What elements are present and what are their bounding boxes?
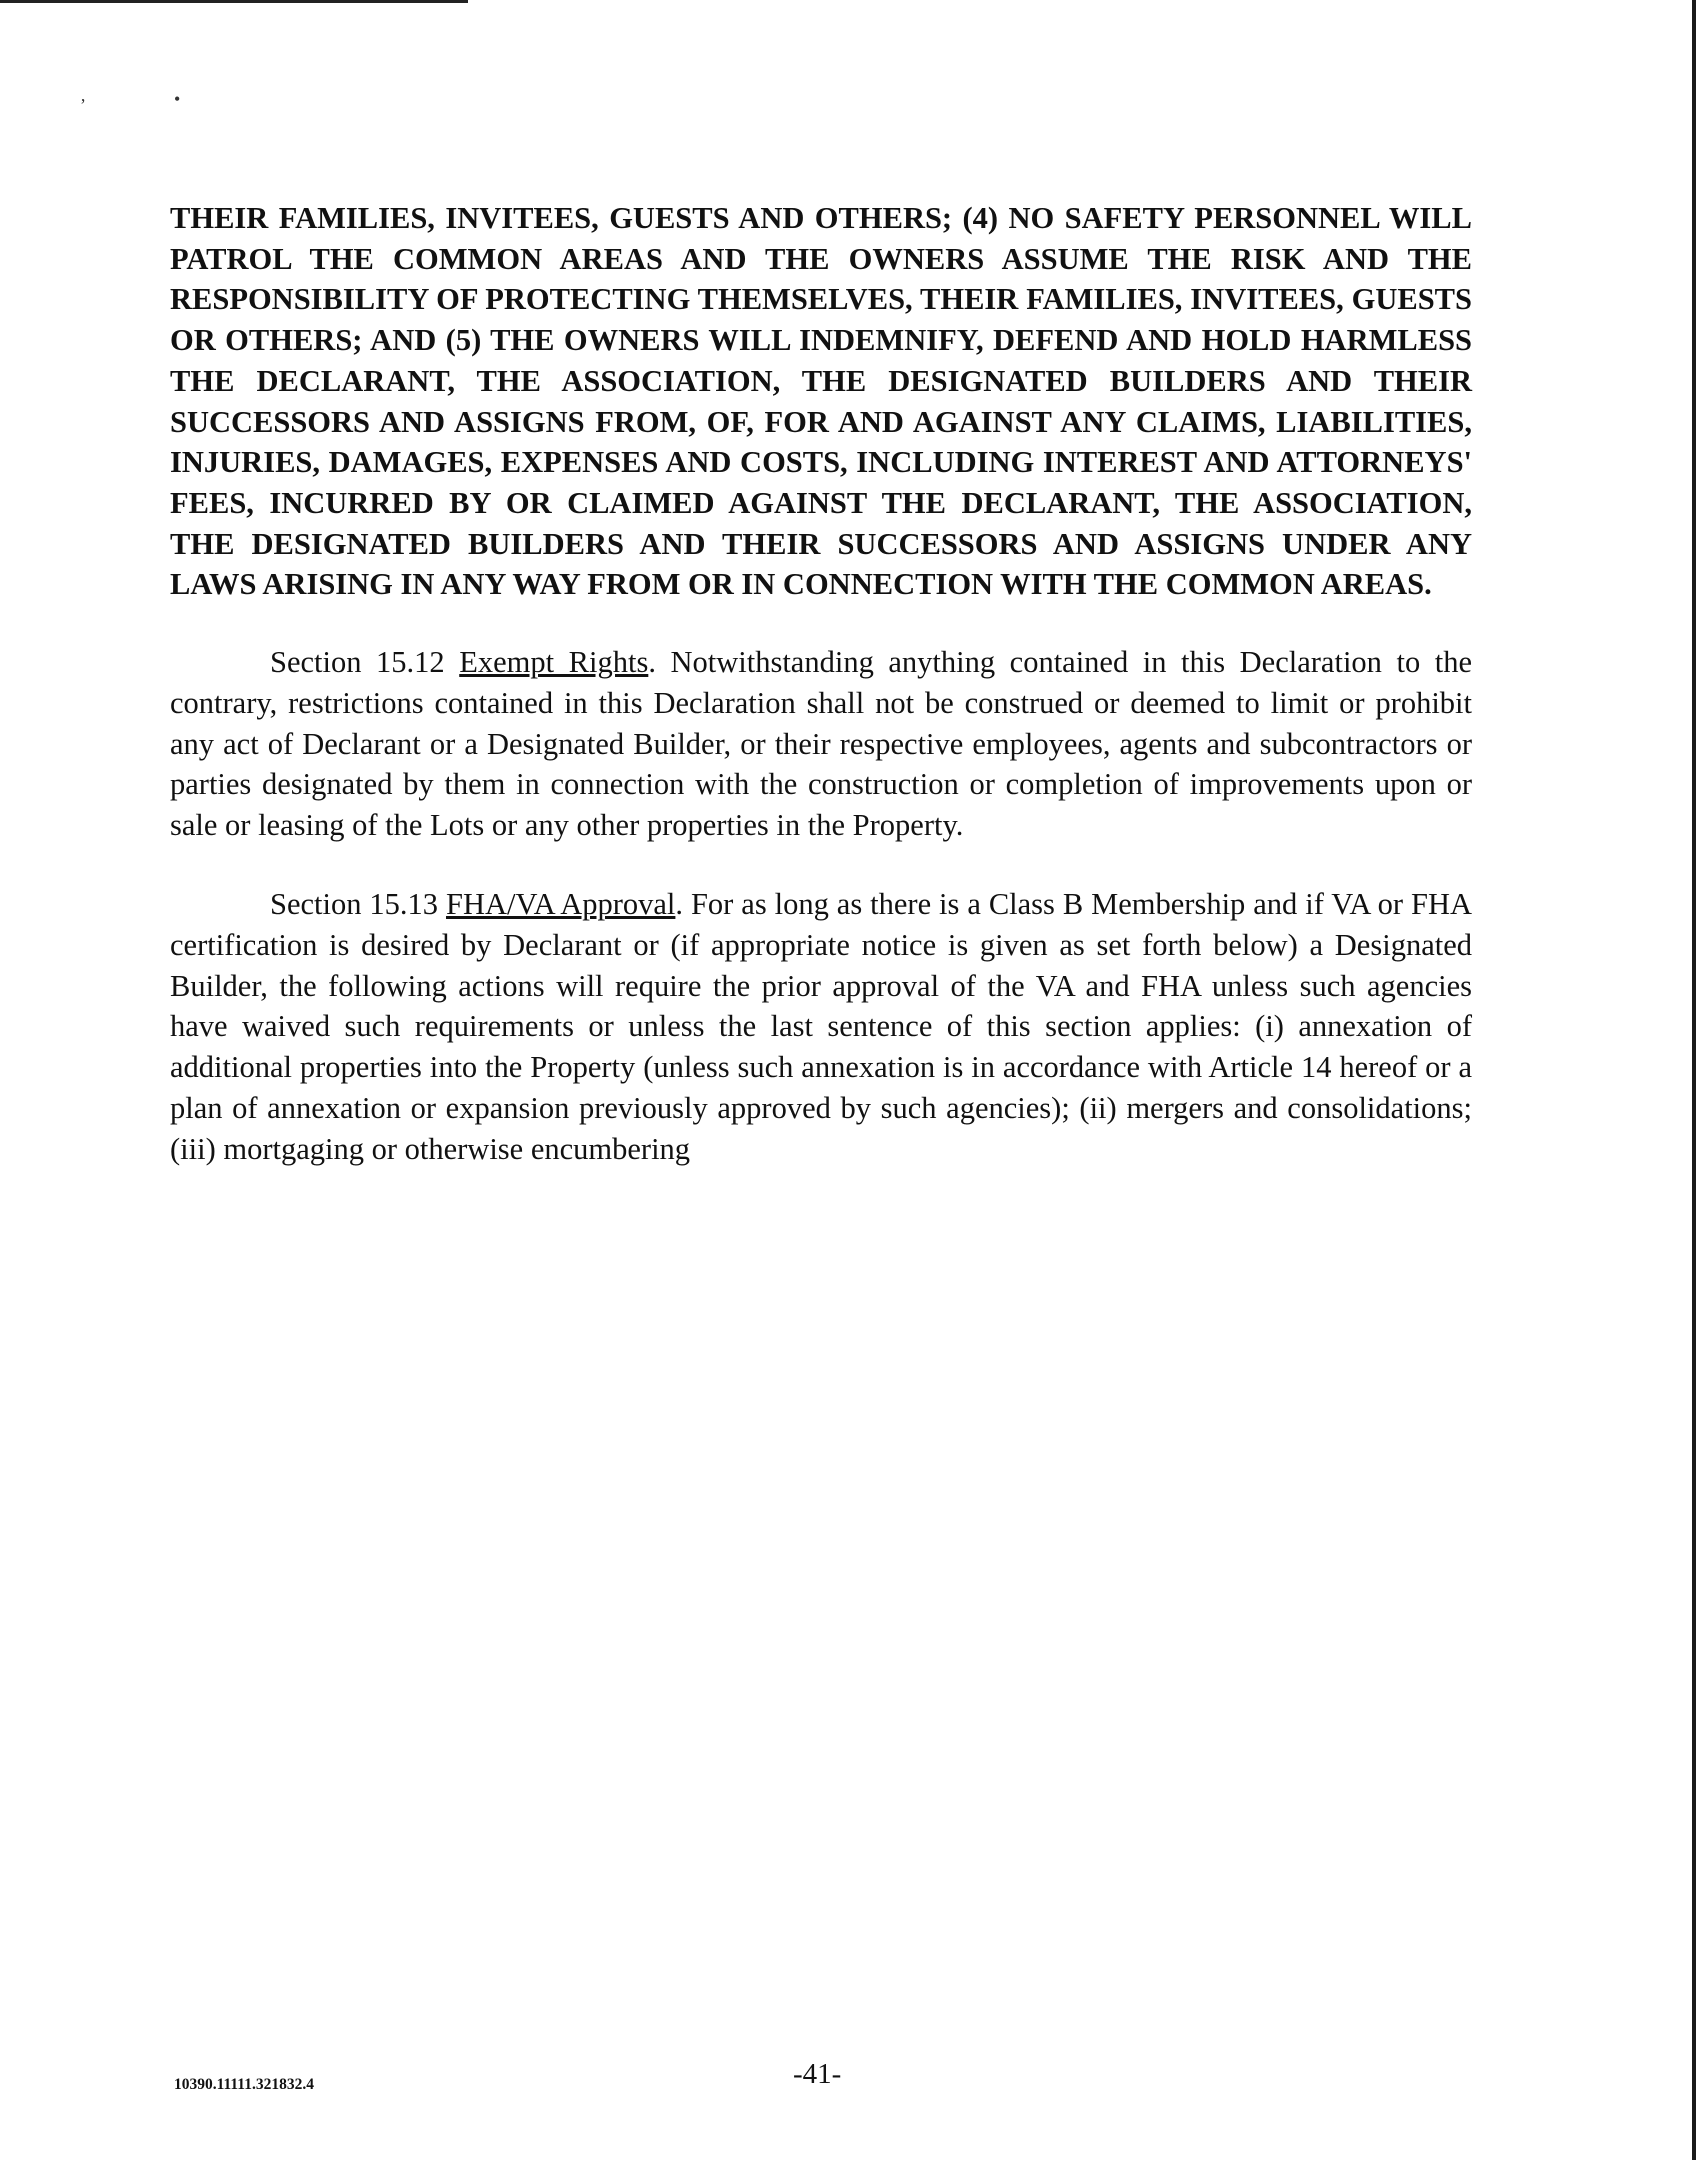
scan-right-edge-line <box>1692 0 1696 2160</box>
section-number: Section 15.12 <box>270 645 445 680</box>
scan-speck-mark: ‚ <box>80 85 86 105</box>
document-page-body <box>170 198 1472 1170</box>
capitalized-disclaimer-paragraph: THEIR FAMILIES, INVITEES, GUESTS AND OTHERS; (4) NO SAFETY PERSONNEL WILL PATROL THE COMMON AREAS AND THE OWNERS ASSUME THE RISK AND THE RESPONSIBILITY OF PROTECTING THEMSELVES, THEIR FAMILIES, INVITEES, GUESTS OR OTHERS; AND (5) THE OWNERS WILL INDEMNIFY, DEFEND AND HOLD HARMLESS THE DECLARANT, THE ASSOCIATION, THE DESIGNATED BUILDERS AND THEIR SUCCESSORS AND ASSIGNS FROM, OF, FOR AND AGAINST ANY CLAIMS, LIABILITIES, INJURIES, DAMAGES, EXPENSES AND COSTS, INCLUDING INTEREST AND ATTORNEYS' FEES, INCURRED BY OR CLAIMED AGAINST THE DECLARANT, THE ASSOCIATION, THE DESIGNATED BUILDERS AND THEIR SUCCESSORS AND ASSIGNS UNDER ANY LAWS ARISING IN ANY WAY FROM OR IN CONNECTION WITH THE COMMON AREAS. <box>170 201 1472 602</box>
scan-top-edge-line <box>0 0 468 3</box>
section-body-text: . Notwithstanding anything contained in this Declaration to the contrary, restrictions contained in this Declaration shall not be construed or deemed to limit or prohibit any act of Declarant or a Designated Builder, or their respective employees, agents and subcontractors or parties designated by them in connection with the construction or completion of improvements upon or sale or leasing of the Lots or any other properties in the Property. <box>170 645 1472 843</box>
scan-speck-mark: • <box>174 89 181 109</box>
section-15-13-paragraph <box>170 884 1472 1170</box>
section-title-fha-va-approval: FHA/VA Approval <box>446 887 676 922</box>
section-number: Section 15.13 <box>270 887 439 922</box>
page-number: -41- <box>793 2058 842 2090</box>
section-title-exempt-rights: Exempt Rights <box>459 645 649 680</box>
section-15-12-paragraph <box>170 642 1472 846</box>
section-body-text: . For as long as there is a Class B Membership and if VA or FHA certification is desired by Declarant or (if appropriate notice is given as set forth below) a Designated Builder, the following actions will require the prior approval of the VA and FHA unless such agencies have waived such requirements or unless the last sentence of this section applies: (i) annexation of additional properties into the Property (unless such annexation is in accordance with Article 14 hereof or a plan of annexation or expansion previously approved by such agencies); (ii) mergers and consolidations; (iii) mortgaging or otherwise encumbering <box>170 887 1472 1166</box>
footer-document-id: 10390.11111.321832.4 <box>174 2076 314 2093</box>
